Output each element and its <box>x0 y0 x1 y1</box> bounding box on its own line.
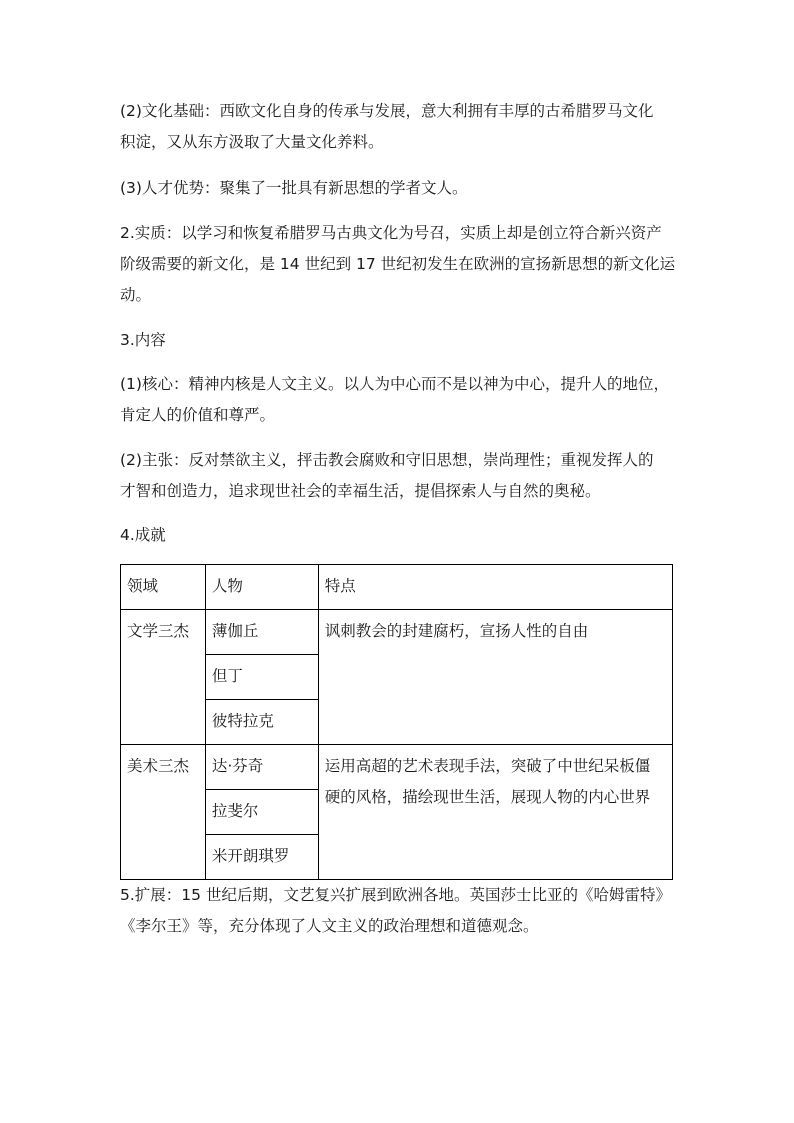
header-cell-field: 领域 <box>121 565 206 610</box>
text-line: (2)主张：反对禁欲主义，抨击教会腐败和守旧思想，崇尚理性；重视发挥人的 <box>120 451 654 469</box>
text-line: 2.实质：以学习和恢复希腊罗马古典文化为号召，实质上却是创立符合新兴资产 <box>120 224 662 242</box>
paragraph-essence <box>120 218 680 311</box>
text-line: 才智和创造力，追求现世社会的幸福生活，提倡探索人与自然的奥秘。 <box>120 482 601 500</box>
heading-achievements <box>120 520 680 551</box>
person-cell: 但丁 <box>205 655 318 700</box>
header-cell-person: 人物 <box>205 565 318 610</box>
text-line: (1)核心：精神内核是人文主义。以人为中心而不是以神为中心，提升人的地位， <box>120 375 669 393</box>
feature-text-line: 硬的风格，描绘现世生活，展现人物的内心世界 <box>324 788 651 806</box>
text-line: 阶级需要的新文化，是 14 世纪到 17 世纪初发生在欧洲的宣扬新思想的新文化运 <box>120 255 676 273</box>
table-header-row <box>121 565 673 610</box>
feature-cell-art <box>318 745 672 880</box>
text-line: (3)人才优势：聚集了一批具有新思想的学者文人。 <box>120 179 468 197</box>
person-cell: 彼特拉克 <box>205 700 318 745</box>
paragraph-talent-advantage <box>120 173 680 204</box>
feature-text-line: 运用高超的艺术表现手法，突破了中世纪呆板僵 <box>324 757 651 775</box>
field-cell-literature: 文学三杰 <box>121 610 206 745</box>
text-line: 积淀，又从东方汲取了大量文化养料。 <box>120 133 384 151</box>
table-row <box>121 610 673 655</box>
person-cell: 达·芬奇 <box>205 745 318 790</box>
paragraph-expansion <box>120 880 680 942</box>
table-row <box>121 745 673 790</box>
header-cell-feature: 特点 <box>318 565 672 610</box>
text-line: 5.扩展：15 世纪后期，文艺复兴扩展到欧洲各地。英国莎士比亚的《哈姆雷特》 <box>120 886 671 904</box>
text-line: (2)文化基础：西欧文化自身的传承与发展，意大利拥有丰厚的古希腊罗马文化 <box>120 102 654 120</box>
text-line: 动。 <box>120 286 152 304</box>
paragraph-cultural-basis <box>120 96 680 158</box>
achievements-table <box>120 564 673 880</box>
person-cell: 薄伽丘 <box>205 610 318 655</box>
paragraph-proposition <box>120 445 680 507</box>
paragraph-core <box>120 369 680 431</box>
feature-cell-literature: 讽刺教会的封建腐朽，宣扬人性的自由 <box>318 610 672 745</box>
heading-content <box>120 325 680 356</box>
person-cell: 米开朗琪罗 <box>205 835 318 880</box>
section-heading: 4.成就 <box>120 526 166 544</box>
section-heading: 3.内容 <box>120 331 166 349</box>
field-cell-art: 美术三杰 <box>121 745 206 880</box>
person-cell: 拉斐尔 <box>205 790 318 835</box>
text-line: 《李尔王》等，充分体现了人文主义的政治理想和道德观念。 <box>120 917 539 935</box>
text-line: 肯定人的价值和尊严。 <box>120 406 276 424</box>
